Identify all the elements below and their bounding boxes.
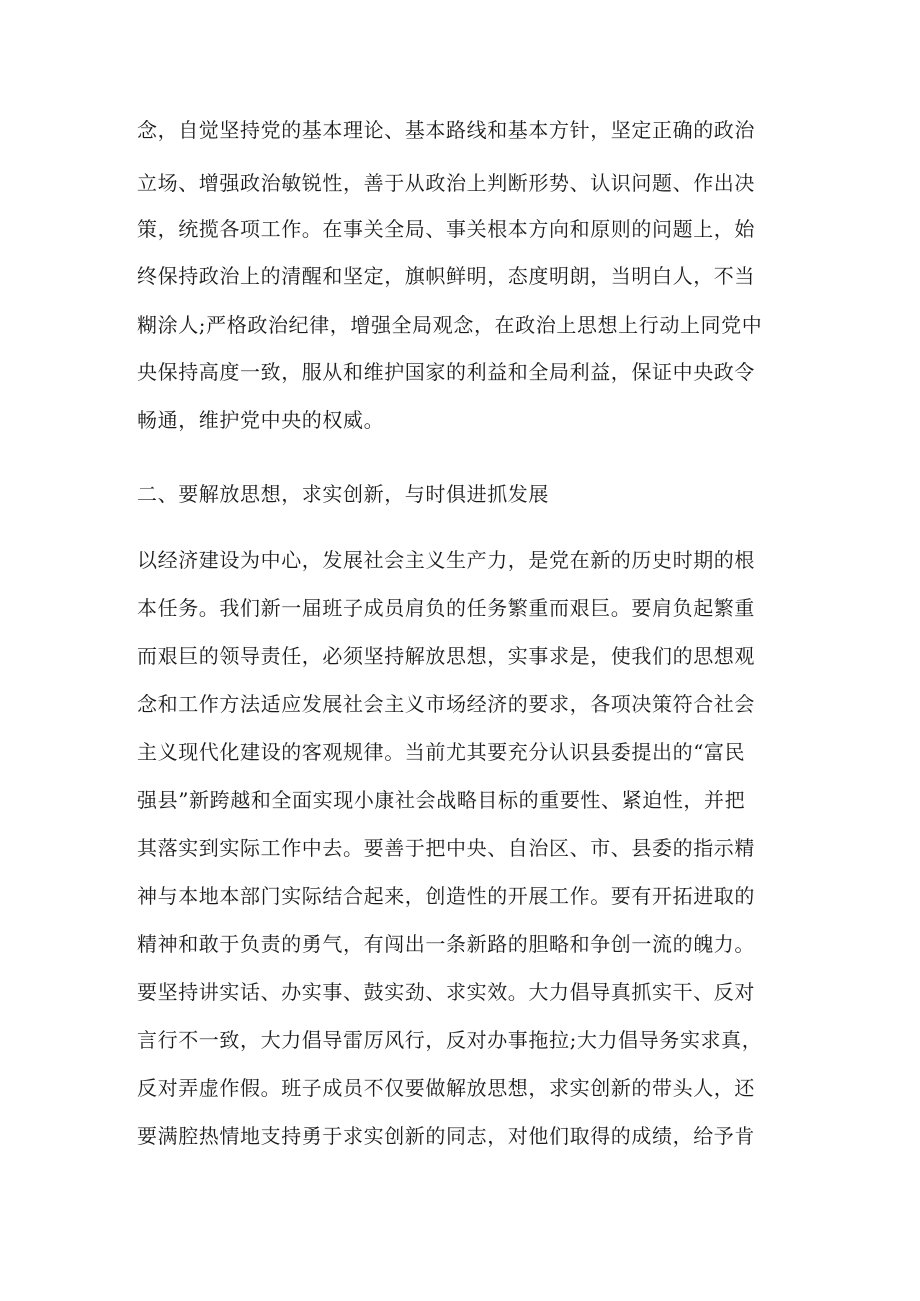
paragraph-2-line: 言行不一致，大力倡导雷厉风行，反对办事拖拉;大力倡导务实求真， bbox=[137, 1028, 763, 1052]
paragraph-1-line: 央保持高度一致，服从和维护国家的利益和全局利益，保证中央政令 bbox=[137, 360, 755, 384]
paragraph-2-line: 其落实到实际工作中去。要善于把中央、自治区、市、县委的指示精 bbox=[137, 836, 755, 860]
paragraph-2-line: 反对弄虚作假。班子成员不仅要做解放思想，求实创新的带头人，还 bbox=[137, 1076, 755, 1100]
paragraph-1-line: 策，统揽各项工作。在事关全局、事关根本方向和原则的问题上，始 bbox=[137, 217, 755, 241]
paragraph-1-line: 糊涂人;严格政治纪律，增强全局观念，在政治上思想上行动上同党中 bbox=[137, 313, 763, 337]
paragraph-2-line: 主义现代化建设的客观规律。当前尤其要充分认识县委提出的“富民 bbox=[137, 740, 746, 764]
paragraph-2-line: 要满腔热情地支持勇于求实创新的同志，对他们取得的成绩，给予肯 bbox=[137, 1124, 755, 1148]
paragraph-2-line: 本任务。我们新一届班子成员肩负的任务繁重而艰巨。要肩负起繁重 bbox=[137, 596, 755, 620]
paragraph-2-line: 以经济建设为中心，发展社会主义生产力，是党在新的历史时期的根 bbox=[137, 548, 755, 572]
section-heading: 二、要解放思想，求实创新，与时俱进抓发展 bbox=[137, 482, 549, 506]
paragraph-1-line: 立场、增强政治敏锐性，善于从政治上判断形势、认识问题、作出决 bbox=[137, 171, 755, 195]
paragraph-2-line: 念和工作方法适应发展社会主义市场经济的要求，各项决策符合社会 bbox=[137, 692, 755, 716]
paragraph-1-line: 念，自觉坚持党的基本理论、基本路线和基本方针，坚定正确的政治 bbox=[137, 118, 755, 142]
paragraph-2-line: 神与本地本部门实际结合起来，创造性的开展工作。要有开拓进取的 bbox=[137, 884, 755, 908]
paragraph-2-line: 强县”新跨越和全面实现小康社会战略目标的重要性、紧迫性，并把 bbox=[137, 788, 746, 812]
paragraph-1-line: 终保持政治上的清醒和坚定，旗帜鲜明，态度明朗，当明白人，不当 bbox=[137, 264, 755, 288]
paragraph-2-line: 而艰巨的领导责任，必须坚持解放思想，实事求是，使我们的思想观 bbox=[137, 644, 755, 668]
paragraph-1-line: 畅通，维护党中央的权威。 bbox=[137, 408, 385, 432]
paragraph-2-line: 精神和敢于负责的勇气，有闯出一条新路的胆略和争创一流的魄力。 bbox=[137, 932, 755, 956]
paragraph-2-line: 要坚持讲实话、办实事、鼓实劲、求实效。大力倡导真抓实干、反对 bbox=[137, 980, 755, 1004]
